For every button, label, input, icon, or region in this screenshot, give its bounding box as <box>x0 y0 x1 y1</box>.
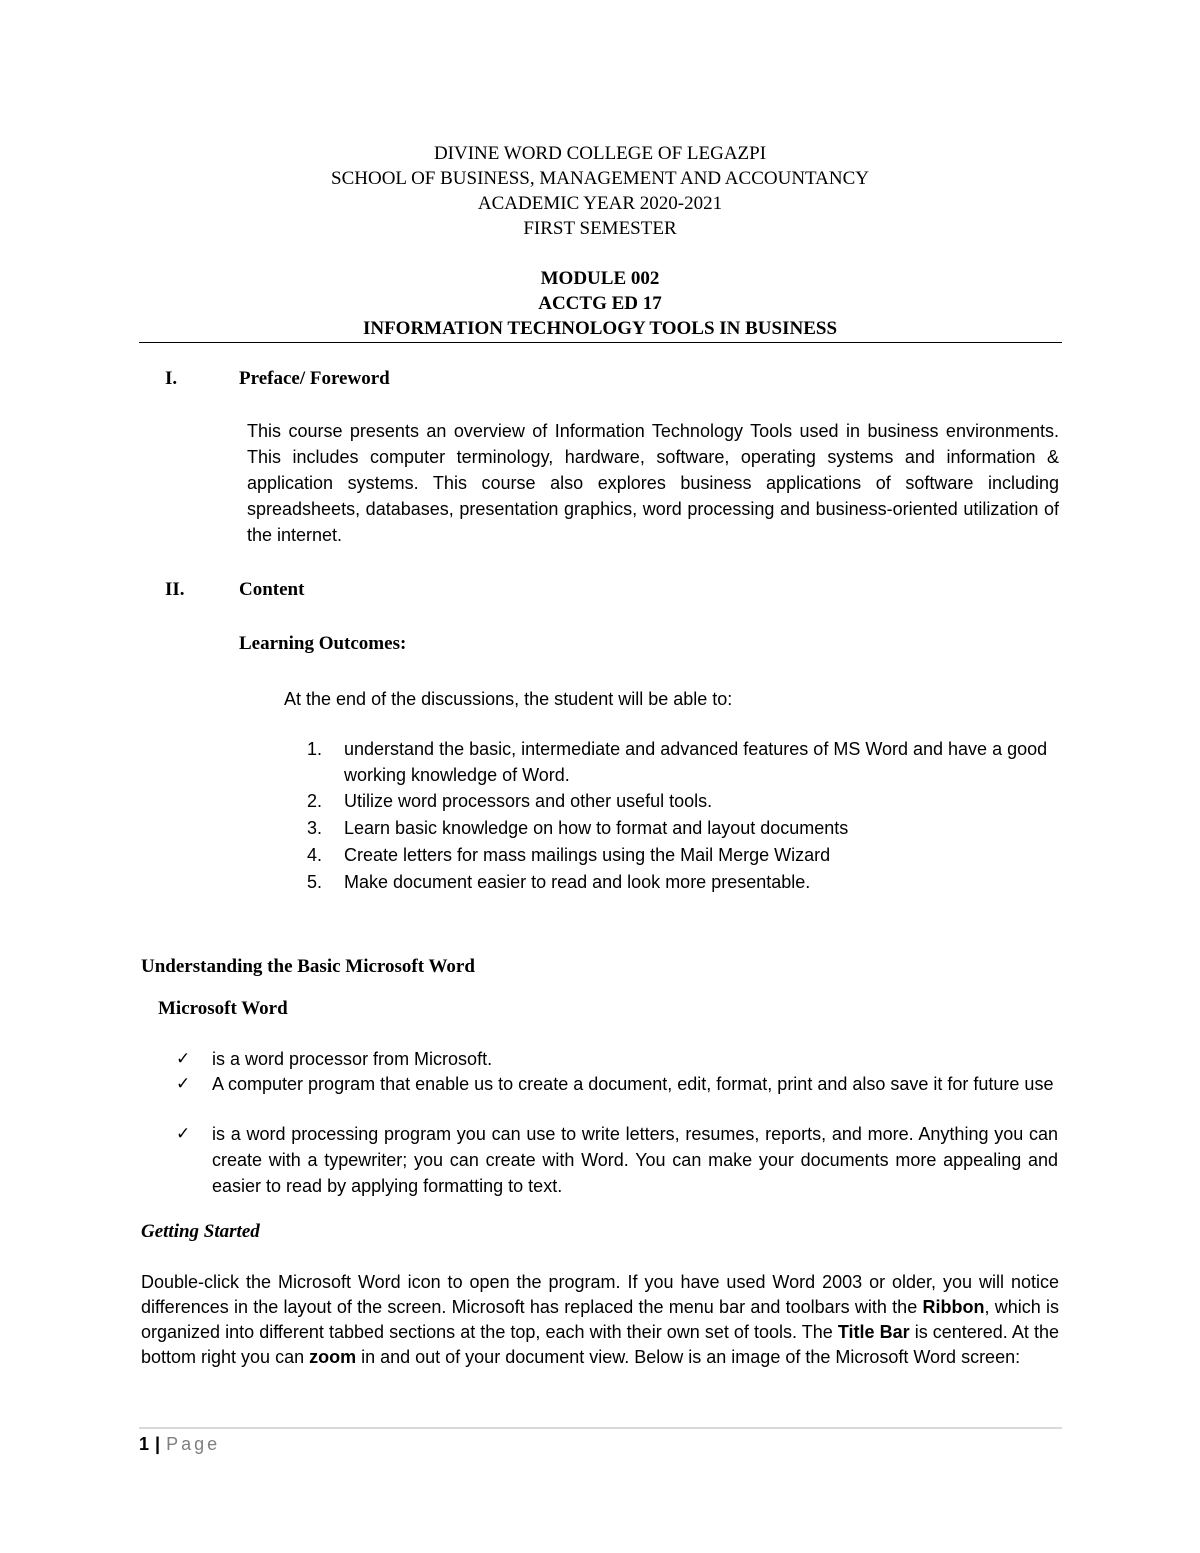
header-divider <box>139 342 1062 343</box>
school-name: SCHOOL OF BUSINESS, MANAGEMENT AND ACCOUNTANCY <box>331 168 869 189</box>
basics-heading: Understanding the Basic Microsoft Word <box>141 956 475 977</box>
getting-started-heading: Getting Started <box>141 1221 260 1242</box>
list-item <box>292 869 1062 896</box>
footer-divider <box>139 1427 1062 1429</box>
checkmark-icon: ✓ <box>176 1124 191 1144</box>
bullet-text: A computer program that enable us to create a document, edit, format, print and also save it for future use <box>212 1074 1054 1094</box>
section-number: II. <box>165 579 185 600</box>
list-number: 1. <box>306 739 322 759</box>
academic-year: ACADEMIC YEAR 2020-2021 <box>477 193 723 214</box>
basics-subheading: Microsoft Word <box>158 998 288 1019</box>
paragraph-text: in and out of your document view. Below is an image of the Microsoft Word screen: <box>356 1347 1021 1367</box>
list-item <box>176 1121 1062 1199</box>
list-text: Create letters for mass mailings using the Mail Merge Wizard <box>344 845 831 865</box>
list-item <box>292 736 1062 788</box>
course-code: ACCTG ED 17 <box>538 293 662 314</box>
list-text: Make document easier to read and look more presentable. <box>344 872 811 892</box>
checkmark-icon: ✓ <box>176 1074 191 1094</box>
ribbon-term: Ribbon <box>922 1297 985 1317</box>
page-footer <box>139 1434 220 1455</box>
page-label: Page <box>166 1434 221 1454</box>
paragraph-text: Double-click the Microsoft Word icon to open the program. If you have used Word 2003 or older, you will notice differences in the layout of the screen. Microsoft has replaced the menu bar and toolbars with the <box>141 1272 1059 1317</box>
section-title: Content <box>239 579 305 600</box>
list-text: Learn basic knowledge on how to format and layout documents <box>344 818 849 838</box>
list-item <box>292 842 1062 869</box>
learning-outcomes-title: Learning Outcomes: <box>239 633 407 654</box>
list-text: Utilize word processors and other useful tools. <box>344 791 713 811</box>
basics-bullet-list <box>176 1046 1062 1199</box>
college-name: DIVINE WORD COLLEGE OF LEGAZPI <box>433 143 767 164</box>
title-bar-term: Title Bar <box>837 1322 910 1342</box>
outcomes-intro: At the end of the discussions, the student will be able to: <box>284 689 733 709</box>
outcomes-list <box>292 736 1062 896</box>
course-title: INFORMATION TECHNOLOGY TOOLS IN BUSINESS <box>362 318 838 339</box>
paragraph-text: is centered. At the bottom right you can <box>141 1322 1059 1367</box>
bullet-text: is a word processor from Microsoft. <box>212 1049 493 1069</box>
preface-paragraph: This course presents an overview of Information Technology Tools used in business environments. This includes computer terminology, hardware, software, operating systems and information & application systems. This course also explores business applications of software including spreadsheets, databases, presentation graphics, word processing and business-oriented utilization of the internet. <box>247 421 1059 545</box>
module-number: MODULE 002 <box>540 268 660 289</box>
page-number: 1 <box>139 1434 150 1454</box>
list-number: 3. <box>306 818 322 838</box>
list-item <box>292 815 1062 842</box>
list-item <box>292 788 1062 815</box>
list-number: 5. <box>306 872 322 892</box>
paragraph-text: , which is organized into different tabbed sections at the top, each with their own set of tools. The <box>141 1297 1059 1342</box>
list-text: understand the basic, intermediate and advanced features of MS Word and have a good working knowledge of Word. <box>344 739 1048 785</box>
section-title: Preface/ Foreword <box>239 368 390 389</box>
getting-started-paragraph <box>141 1270 1059 1370</box>
bullet-text: is a word processing program you can use to write letters, resumes, reports, and more. Anything you can create with a typewriter; you can create with Word. You can make your documents more appealing and easier to read by applying formatting to text. <box>212 1124 1058 1196</box>
zoom-term: zoom <box>309 1347 357 1367</box>
section-number: I. <box>165 368 178 389</box>
footer-separator: | <box>155 1434 161 1454</box>
list-number: 4. <box>306 845 322 865</box>
semester: FIRST SEMESTER <box>523 218 677 239</box>
list-number: 2. <box>306 791 322 811</box>
list-item <box>176 1046 1062 1071</box>
list-item <box>176 1071 1062 1121</box>
checkmark-icon: ✓ <box>176 1049 191 1069</box>
